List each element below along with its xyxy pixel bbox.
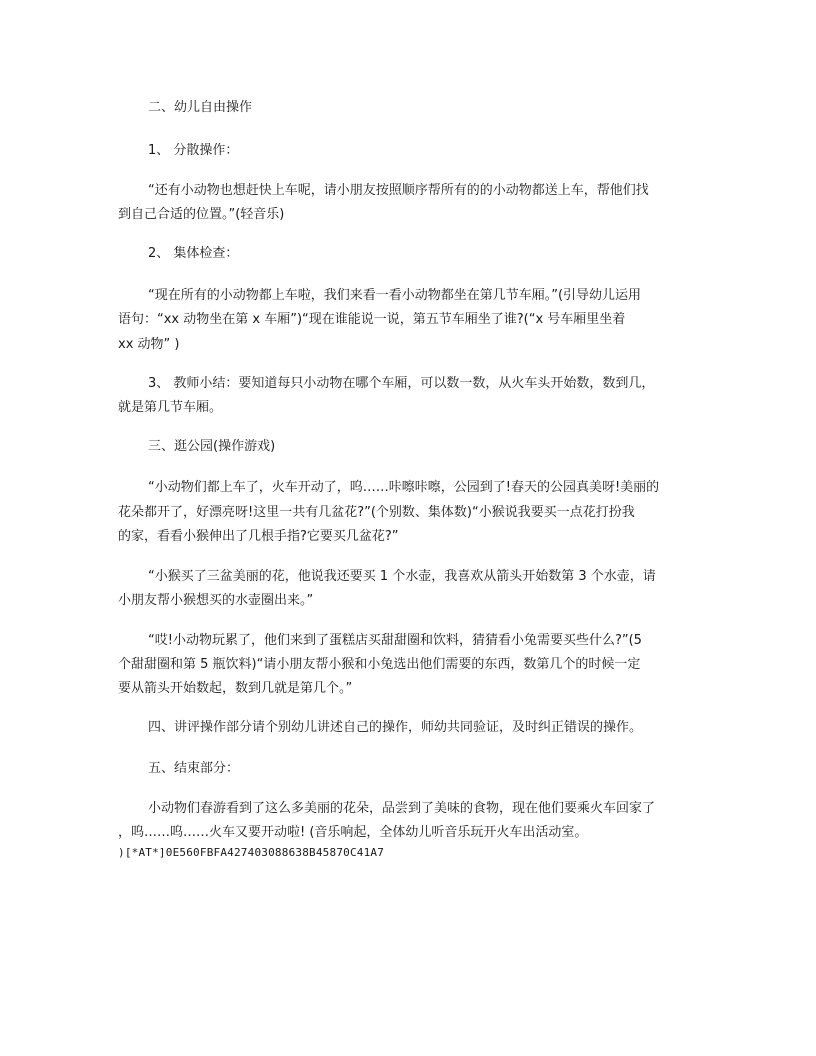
paragraph-line: 的家，看看小猴伸出了几根手指?它要买几盆花?”	[118, 529, 399, 544]
paragraph-line: ，呜……呜……火车又要开动啦! (音乐响起，全体幼儿听音乐玩开火车出活动室。	[118, 825, 588, 840]
section-heading-2: 二、幼儿自由操作	[148, 100, 253, 115]
paragraph-line: “小动物们都上车了，火车开动了，呜……咔嚓咔嚓，公园到了!春天的公园真美呀!美丽的	[148, 480, 660, 495]
paragraph-line: “哎!小动物玩累了，他们来到了蛋糕店买甜甜圈和饮料，猜猜看小兔需要买些什么?”(5	[148, 633, 642, 648]
paragraph-line: 个甜甜圈和第 5 瓶饮料)“请小朋友帮小猴和小兔选出他们需要的东西，数第几个的时候一定	[118, 657, 641, 672]
paragraph-line: 花朵都开了，好漂亮呀!这里一共有几盆花?”(个别数、集体数)“小猴说我要买一点花打扮我	[118, 505, 635, 520]
section-heading-5: 五、结束部分：	[148, 761, 240, 776]
section-heading-3: 三、逛公园(操作游戏)	[148, 439, 276, 454]
paragraph-line: 到自己合适的位置。”(轻音乐)	[118, 207, 285, 222]
paragraph-line: 小朋友帮小猴想买的水壶圈出来。”	[118, 593, 314, 608]
subheading-scatter-operation: 1、 分散操作：	[148, 143, 239, 158]
paragraph-line: “现在所有的小动物都上车啦，我们来看一看小动物都坐在第几节车厢。”(引导幼儿运用	[148, 288, 642, 303]
paragraph-line: “小猴买了三盆美丽的花，他说我还要买 1 个水壶，我喜欢从箭头开始数第 3 个水壶，请	[148, 569, 656, 584]
paragraph-line: 语句：“xx 动物坐在第 x 车厢”)“现在谁能说一说，第五节车厢坐了谁?(“x 号车厢里坐着	[118, 312, 626, 327]
paragraph-line: 就是第几节车厢。	[118, 400, 223, 415]
paragraph-line: xx 动物” )	[118, 337, 180, 352]
paragraph-line: “还有小动物也想赶快上车呢，请小朋友按照顺序帮所有的的小动物都送上车，帮他们找	[148, 183, 649, 198]
paragraph-line: 小动物们春游看到了这么多美丽的花朵，品尝到了美味的食物，现在他们要乘火车回家了	[148, 801, 656, 816]
footer-code: )[*AT*]0E560FBFA427403088638B45870C41A7	[118, 846, 385, 859]
section-heading-4: 四、讲评操作部分请个别幼儿讲述自己的操作，师幼共同验证，及时纠正错误的操作。	[148, 720, 643, 735]
paragraph-line: 要从箭头开始数起，数到几就是第几个。”	[118, 681, 353, 696]
paragraph-line: 3、 教师小结：要知道每只小动物在哪个车厢，可以数一数，从火车头开始数，数到几，	[148, 376, 655, 391]
subheading-group-check: 2、 集体检查：	[148, 246, 239, 261]
